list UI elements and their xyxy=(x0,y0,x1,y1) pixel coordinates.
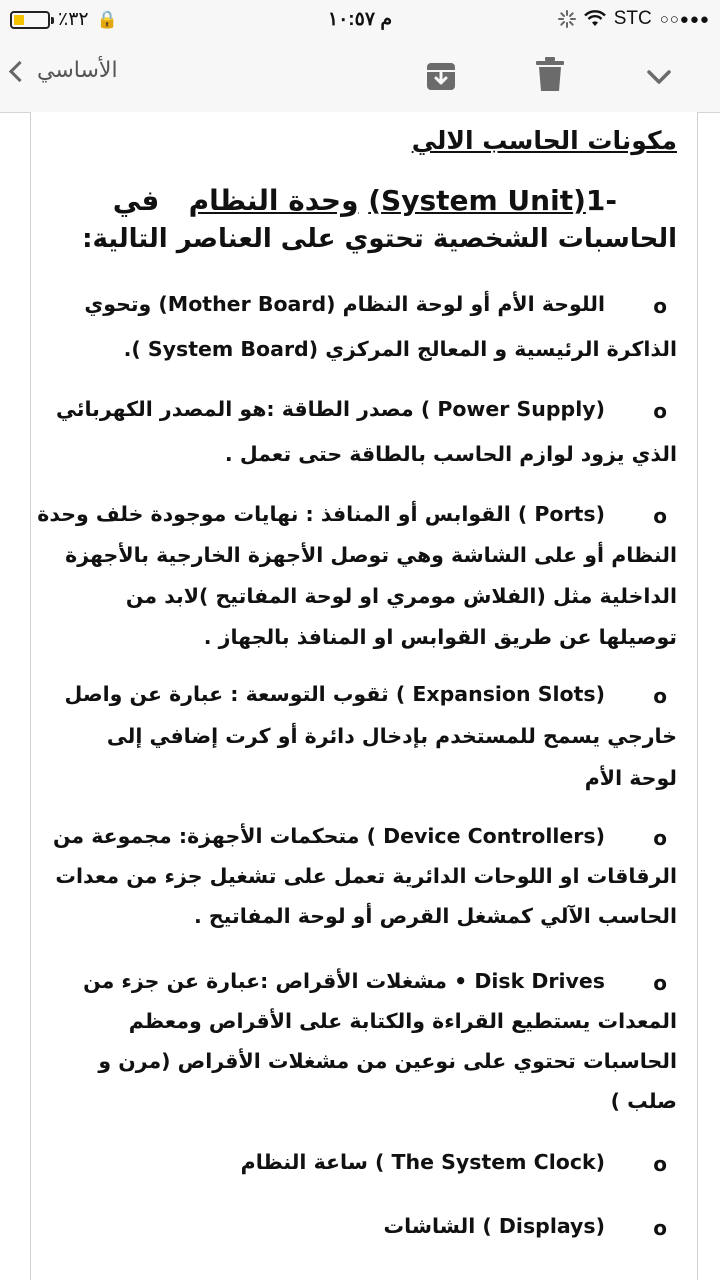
bullet-line: اللوحة الأم أو لوحة النظام (Mother Board) وتحوي xyxy=(84,292,605,316)
nav-bar xyxy=(0,40,720,113)
wifi-icon xyxy=(584,10,606,28)
bullet-line: توصيلها عن طريق القوابس او المنافذ بالجهاز . xyxy=(203,625,677,649)
bullet-line: (Displays ) الشاشات xyxy=(383,1214,605,1238)
bullet-marker: o xyxy=(653,1152,667,1176)
bullet-line: (Device Controllers ) متحكمات الأجهزة: مجموعة من xyxy=(52,824,605,848)
bullet-line: النظام أو على الشاشة وهي توصل الأجهزة الخارجية بالأجهزة xyxy=(65,543,677,567)
bullet-line: المعدات يستطيع القراءة والكتابة على الأقراص ومعظم xyxy=(128,1009,677,1033)
document-title: مكونات الحاسب الالي xyxy=(411,126,677,155)
bullet-line: Disk Drives • مشغلات الأقراص :عبارة عن جزء من xyxy=(83,969,605,993)
section-title-en: (System Unit) xyxy=(368,184,586,217)
back-button[interactable] xyxy=(12,58,118,83)
bullet-line: الذي يزود لوازم الحاسب بالطاقة حتى تعمل . xyxy=(224,442,677,466)
archive-icon[interactable] xyxy=(425,60,457,92)
activity-spinner-icon xyxy=(558,10,576,28)
bullet-marker: o xyxy=(653,504,667,528)
section-prefix: -1 xyxy=(585,184,617,217)
bullet-line: صلب ) xyxy=(610,1089,677,1113)
bullet-marker: o xyxy=(653,399,667,423)
bullet-marker: o xyxy=(653,294,667,318)
bullet-line: الداخلية مثل (الفلاش مومري او لوحة المفاتيح )لابد من xyxy=(125,584,677,608)
bullet-line: الذاكرة الرئيسية و المعالج المركزي (System Board ). xyxy=(123,337,677,361)
bullet-line: الرقاقات او اللوحات الدائرية تعمل على تشغيل جزء من معدات xyxy=(55,864,677,888)
bullet-line: (Ports ) القوابس أو المنافذ : نهايات موجودة خلف وحدة xyxy=(37,502,605,526)
bullet-marker: o xyxy=(653,684,667,708)
bullet-line: خارجي يسمح للمستخدم بإدخال دائرة أو كرت إضافي إلى xyxy=(106,724,677,748)
chevron-down-icon[interactable] xyxy=(646,64,672,90)
bullet-marker: o xyxy=(653,826,667,850)
bullet-marker: o xyxy=(653,1216,667,1240)
section-title-ar: وحدة النظام xyxy=(188,184,359,217)
section-heading xyxy=(41,184,617,217)
section-suffix: في xyxy=(112,184,160,217)
signal-strength-icon: ○○●●● xyxy=(659,10,710,28)
bullet-line: (Power Supply ) مصدر الطاقة :هو المصدر الكهربائي xyxy=(56,397,605,421)
rotation-lock-icon: 🔒 xyxy=(96,9,118,29)
status-bar xyxy=(0,0,720,40)
intro-line: الحاسبات الشخصية تحتوي على العناصر التالية: xyxy=(82,224,677,254)
back-label: الأساسي xyxy=(37,58,118,83)
bullet-marker: o xyxy=(653,971,667,995)
bullet-line: (The System Clock ) ساعة النظام xyxy=(240,1150,605,1174)
battery-percent: ٪٣٢ xyxy=(58,9,89,30)
status-time: م ١٠:٥٧ xyxy=(327,9,393,30)
carrier-name: STC xyxy=(613,8,652,29)
bullet-line: الحاسبات تحتوي على نوعين من مشغلات الأقراص (مرن و xyxy=(98,1049,677,1073)
bullet-line: (Expansion Slots ) ثقوب التوسعة : عبارة عن واصل xyxy=(64,682,605,706)
trash-icon[interactable] xyxy=(535,56,565,92)
status-right xyxy=(558,8,710,30)
bullet-line: الحاسب الآلي كمشغل القرص أو لوحة المفاتيح . xyxy=(193,904,677,928)
document-page xyxy=(30,112,698,1280)
bullet-line: لوحة الأم xyxy=(584,766,677,790)
chevron-left-icon xyxy=(9,61,30,82)
